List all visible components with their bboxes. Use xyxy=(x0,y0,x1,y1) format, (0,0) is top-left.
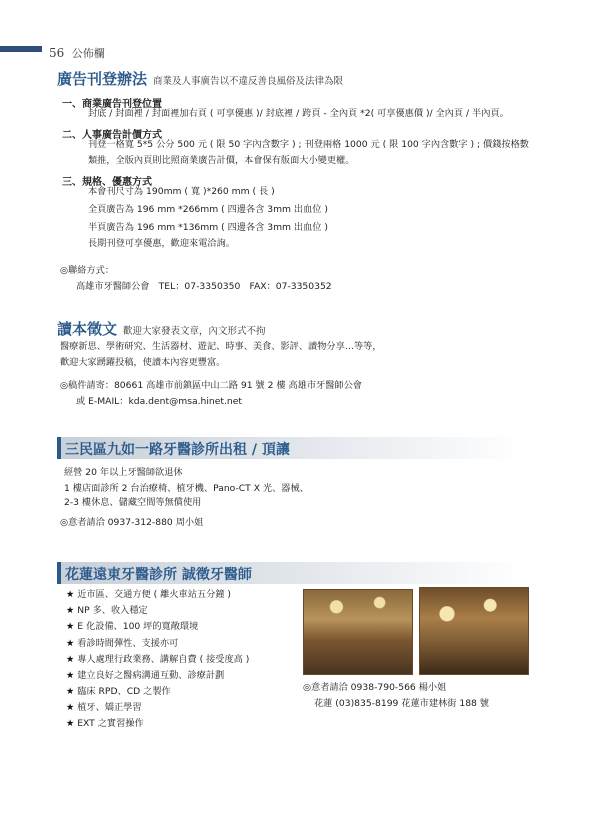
star-icon: ★ xyxy=(66,718,75,729)
clinic-photo-left xyxy=(303,589,413,675)
ad-section-line: 刊登一格寬 5*5 公分 500 元 ( 限 50 字內含數字 ) ; 刊登兩格 1000 元 ( 限 100 字內含數字 ) ; 價錢按格數 xyxy=(88,139,529,150)
rent-contact: ◎意者請洽 0937-312-880 周小姐 xyxy=(60,517,204,528)
ad-section-line: 封底 / 封面裡 / 封面裡加右頁 ( 可享優惠 )/ 封底裡 / 跨頁 - 全內頁 *2( 可享優惠價 )/ 全內頁 / 半內頁。 xyxy=(88,108,509,119)
star-icon: ★ xyxy=(66,654,75,665)
hiring-item: ★ 近市區、交通方便 ( 離火車站五分鐘 ) xyxy=(66,589,231,600)
call-address: ◎稿件請寄：80661 高雄市前鎮區中山二路 91 號 2 樓 高雄市牙醫師公會 xyxy=(60,380,362,391)
star-icon: ★ xyxy=(66,605,75,616)
clinic-photo-right xyxy=(419,587,529,675)
header-accent-bar xyxy=(0,46,42,52)
star-icon: ★ xyxy=(66,670,75,681)
call-line: 歡迎大家踴躍投稿，使讀本內容更豐富。 xyxy=(60,357,226,368)
ad-section-heading: 二、人事廣告計價方式 xyxy=(62,130,162,141)
hiring-item: ★ EXT 之實習操作 xyxy=(66,718,144,729)
rent-line: 經營 20 年以上牙醫師欲退休 xyxy=(64,467,183,478)
ad-contact-label: ◎聯絡方式： xyxy=(60,265,114,276)
call-heading xyxy=(57,318,266,339)
rent-banner-accent xyxy=(57,437,61,459)
page-header xyxy=(49,45,105,61)
ad-section-line: 類推，全版內頁則比照商業廣告計價，本會保有版面大小變更權。 xyxy=(88,155,355,166)
hiring-item: ★ 建立良好之醫病溝通互動、診療計劃 xyxy=(66,670,225,681)
hiring-item: ★ NP 多、收入穩定 xyxy=(66,605,148,616)
page-number: 56 xyxy=(49,46,65,60)
hiring-item: ★ E 化設備、100 坪的寬敞環境 xyxy=(66,621,199,632)
rent-line: 2-3 樓休息、儲藏空間等無償使用 xyxy=(64,497,202,508)
ad-heading xyxy=(57,68,343,89)
star-icon: ★ xyxy=(66,686,75,697)
ad-section-line: 長期刊登可享優惠，歡迎來電洽詢。 xyxy=(88,238,235,249)
hiring-item: ★ 臨床 RPD、CD 之製作 xyxy=(66,686,171,697)
ad-contact-line: 高雄市牙醫師公會 TEL：07-3350350 FAX：07-3350352 xyxy=(76,281,332,292)
star-icon: ★ xyxy=(66,621,75,632)
section-name: 公佈欄 xyxy=(71,47,105,60)
call-subtitle: 歡迎大家發表文章，內文形式不拘 xyxy=(123,326,266,337)
star-icon: ★ xyxy=(66,638,75,649)
call-email: 或 E-MAIL：kda.dent@msa.hinet.net xyxy=(76,396,242,407)
call-line: 醫療新思、學術研究、生活器材、遊記、時事、美食、影評、讀物分享…等等， xyxy=(60,341,382,352)
ad-subtitle: 商業及人事廣告以不違反善良風俗及法律為限 xyxy=(153,76,344,87)
hiring-item: ★ 植牙、矯正學習 xyxy=(66,702,142,713)
ad-section-line: 全頁廣告為 196 mm *266mm ( 四邊各含 3mm 出血位 ) xyxy=(88,204,328,215)
hiring-banner-accent xyxy=(57,562,61,584)
hiring-item: ★ 看診時間彈性、支援亦可 xyxy=(66,638,179,649)
hiring-address: 花蓮 (03)835-8199 花蓮市建林街 188 號 xyxy=(314,698,489,709)
hiring-banner xyxy=(57,562,527,584)
hiring-contact: ◎意者請洽 0938-790-566 楊小姐 xyxy=(303,682,447,693)
ad-section-heading: 三、規格、優惠方式 xyxy=(62,177,152,188)
hiring-item: ★ 專人處理行政業務、講解自費 ( 接受度高 ) xyxy=(66,654,250,665)
ad-section-line: 本會刊尺寸為 190mm ( 寬 )*260 mm ( 長 ) xyxy=(88,186,275,197)
ad-section-line: 半頁廣告為 196 mm *136mm ( 四邊各含 3mm 出血位 ) xyxy=(88,222,328,233)
rent-line: 1 樓店面診所 2 台治療椅、植牙機、Pano-CT X 光、器械、 xyxy=(64,483,309,494)
star-icon: ★ xyxy=(66,702,75,713)
ad-section-heading: 一、商業廣告刊登位置 xyxy=(62,99,162,110)
call-title: 讀本徵文 xyxy=(57,320,118,338)
hiring-title: 花蓮遠東牙醫診所 誠徵牙醫師 xyxy=(65,567,252,583)
ad-title: 廣告刊登辦法 xyxy=(57,70,148,88)
rent-title: 三民區九如一路牙醫診所出租 / 頂讓 xyxy=(65,442,290,458)
star-icon: ★ xyxy=(66,589,75,600)
rent-banner xyxy=(57,437,527,459)
